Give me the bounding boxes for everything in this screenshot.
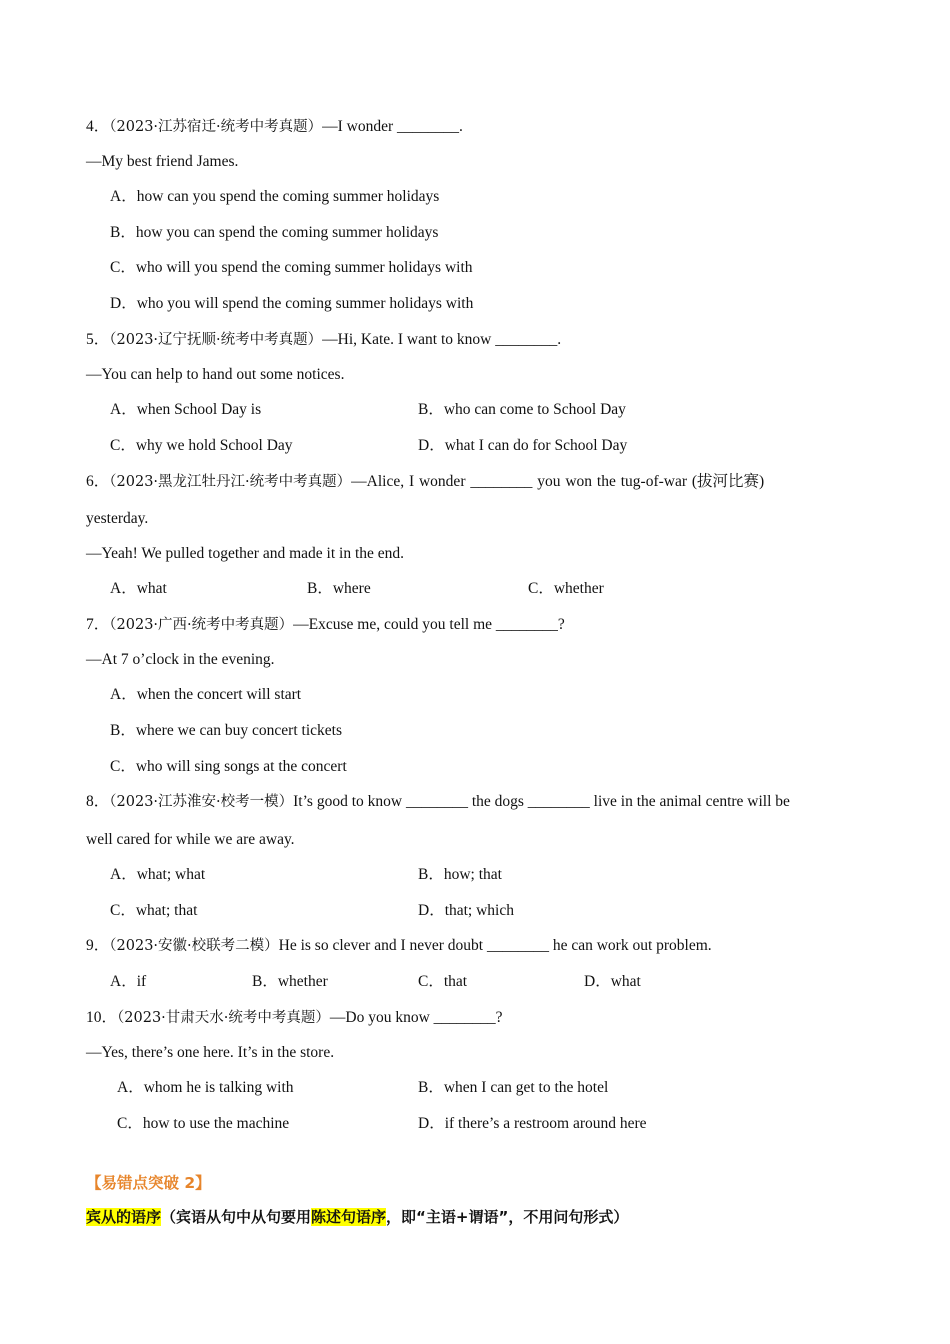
question-7-option-a: A．when the concert will start (110, 686, 302, 703)
question-6-stem: 6．（2023·黑龙江牡丹江·统考中考真题）—Alice, I wonder ________ you won the tug-of-war (拔河比赛) (86, 473, 765, 490)
question-4-reply: —My best friend James. (86, 153, 239, 170)
question-8-option-c: C．what; that (110, 902, 198, 919)
question-7-stem: 7．（2023·广西·统考中考真题）—Excuse me, could you tell me ________? (86, 616, 565, 633)
question-6-option-c: C．whether (528, 580, 604, 597)
question-5-stem: 5．（2023·辽宁抚顺·统考中考真题）—Hi, Kate. I want to know ________. (86, 331, 562, 348)
question-10-option-c: C．how to use the machine (117, 1115, 290, 1132)
question-6-option-b: B．where (307, 580, 371, 597)
question-8-stem: 8．（2023·江苏淮安·校考一模）It’s good to know ________ the dogs ________ live in the animal centre will be (86, 793, 790, 810)
question-10-reply: —Yes, there’s one here. It’s in the store. (86, 1044, 335, 1061)
question-8-stem-cont: well cared for while we are away. (86, 831, 295, 848)
question-8-option-a: A．what; what (110, 866, 206, 883)
question-7-option-c: C．who will sing songs at the concert (110, 758, 347, 775)
question-6-stem-cont: yesterday. (86, 510, 149, 527)
rule-highlight: 陈述句语序 (311, 1208, 387, 1226)
question-source: （2023·江苏淮安·校考一模） (109, 794, 294, 810)
question-8-option-d: D．that; which (418, 902, 514, 919)
question-source: （2023·黑龙江牡丹江·统考中考真题） (109, 474, 352, 490)
question-9-option-d: D．what (584, 973, 641, 990)
rule-label: 宾从的语序 (86, 1208, 162, 1226)
question-9-option-a: A．if (110, 973, 147, 990)
question-10-option-d: D．if there’s a restroom around here (418, 1115, 647, 1132)
question-source: （2023·辽宁抚顺·统考中考真题） (109, 332, 323, 348)
question-source: （2023·安徽·校联考二模） (109, 938, 279, 954)
rule-post: ，即“主语+谓语”，不用问句形式） (386, 1208, 629, 1226)
question-source: （2023·广西·统考中考真题） (109, 617, 294, 633)
question-9-stem: 9．（2023·安徽·校联考二模）He is so clever and I never doubt ________ he can work out problem. (86, 937, 712, 954)
question-4-option-d: D．who you will spend the coming summer holidays with (110, 295, 474, 312)
question-10-stem: 10．（2023·甘肃天水·统考中考真题）—Do you know ________? (86, 1009, 503, 1026)
question-5-option-b: B．who can come to School Day (418, 401, 626, 418)
question-8-option-b: B．how; that (418, 866, 502, 883)
question-4-option-a: A．how can you spend the coming summer holidays (110, 188, 440, 205)
question-7-option-b: B．where we can buy concert tickets (110, 722, 342, 739)
question-source: （2023·甘肃天水·统考中考真题） (117, 1010, 330, 1026)
question-5-option-d: D．what I can do for School Day (418, 437, 628, 454)
question-5-option-a: A．when School Day is (110, 401, 262, 418)
question-10-option-b: B．when I can get to the hotel (418, 1079, 609, 1096)
question-4-option-b: B．how you can spend the coming summer holidays (110, 224, 439, 241)
question-4-option-c: C．who will you spend the coming summer holidays with (110, 259, 473, 276)
question-9-option-c: C．that (418, 973, 468, 990)
question-9-option-b: B．whether (252, 973, 328, 990)
question-7-reply: —At 7 o’clock in the evening. (86, 651, 275, 668)
question-source: （2023·江苏宿迁·统考中考真题） (109, 119, 323, 135)
question-5-reply: —You can help to hand out some notices. (86, 366, 345, 383)
question-4-stem: 4．（2023·江苏宿迁·统考中考真题）—I wonder ________. (86, 118, 463, 135)
grammar-rule (86, 1206, 628, 1228)
question-6-option-a: A．what (110, 580, 167, 597)
rule-pre: （宾语从句中从句要用 (161, 1208, 312, 1226)
question-5-option-c: C．why we hold School Day (110, 437, 293, 454)
section-title: 【易错点突破 2】 (86, 1174, 211, 1192)
question-6-reply: —Yeah! We pulled together and made it in the end. (86, 545, 405, 562)
question-10-option-a: A．whom he is talking with (117, 1079, 294, 1096)
